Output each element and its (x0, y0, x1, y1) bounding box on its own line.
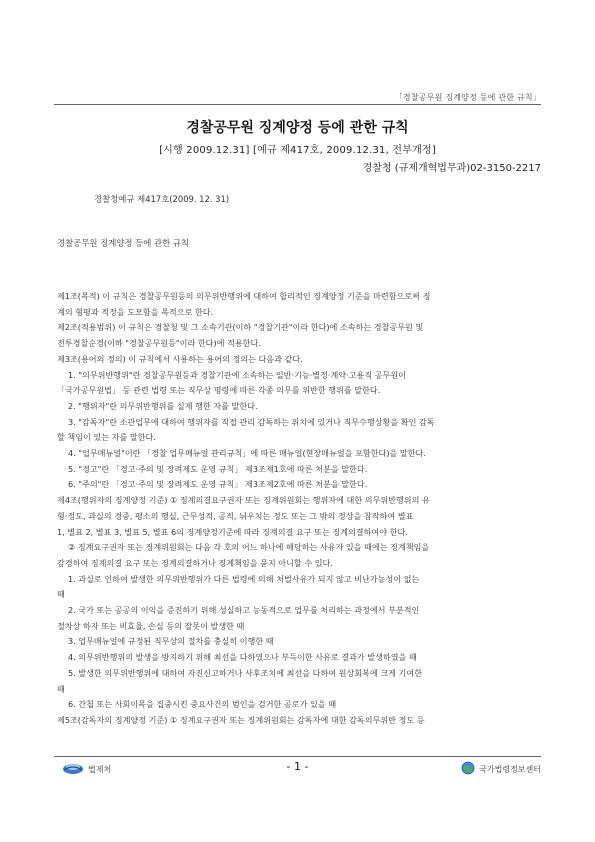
body-line: 제4조(행위자의 징계양정 기준) ① 징계의결요구권자 또는 징계위원회는 행위자에 대한 의무위반행위의 유 (57, 495, 430, 506)
body-line: 4. "업무매뉴얼"이란 「경찰 업무매뉴얼 관리규칙」에 따른 매뉴얼(현장매뉴얼을 포함한다)을 말한다. (68, 448, 426, 459)
footer-left-label: 법제처 (88, 765, 112, 774)
page-number: - 1 - (286, 760, 309, 773)
body-line: ② 징계요구권자 또는 징계위원회는 다음 각 호의 어느 하나에 해당하는 사유가 있을 때에는 징계책임을 (68, 542, 430, 553)
running-header: 「경찰공무원 징계양정 등에 관한 규칙」 (394, 93, 541, 102)
document-number: 경찰청예규 제417호(2009. 12. 31) (94, 194, 230, 204)
body-line: 1. "의무위반행위"란 경찰공무원등과 경찰기관에 소속하는 일반·기능·별정·계약·고용직 공무원이 (68, 369, 407, 380)
page-footer (54, 759, 541, 777)
globe-logo-icon (461, 760, 475, 779)
body-line: 5. 발생한 의무위반행위에 대하여 자진신고하거나 사후조치에 최선을 다하여 원상회복에 크게 기여한 (68, 667, 423, 678)
header-divider (54, 104, 541, 105)
body-line: 3. 업무매뉴얼에 규정된 직무상의 절차를 충실히 이행한 때 (68, 636, 274, 647)
body-line: 전투경찰순경(이하 "경찰공무원등"이라 한다)에 적용한다. (57, 338, 261, 349)
body-line: 5. "경고"란 「경고·주의 및 장려제도 운영 규칙」 제3조제1호에 따른 처분을 말한다. (68, 463, 368, 474)
body-line: 제1조(목적) 이 규칙은 경찰공무원등의 의무위반행위에 대하여 합리적인 징계양정 기준을 마련함으로써 징 (57, 291, 431, 301)
document-title: 경찰공무원 징계양정 등에 관한 규칙 (186, 120, 409, 136)
body-line: 1, 별표 2, 별표 3, 별표 5, 별표 6의 징계양정기준에 따라 징계의결 요구 또는 징계의결하여야 한다. (57, 526, 408, 537)
body-line: 4. 의무위반행위의 발생을 방지하기 위해 최선을 다하였으나 부득이한 사유로 결과가 발생하였을 때 (68, 652, 417, 663)
body-line: 제5조(감독자의 징계양정 기준) ① 징계요구권자 또는 징계위원회는 감독자에 대한 감독의무위반 정도 등 (57, 714, 425, 725)
body-line: 제2조(적용범위) 이 규칙은 경찰청 및 그 소속기관(이하 "경찰기관"이라 한다)에 소속하는 경찰공무원 및 (57, 322, 424, 333)
agency-contact: 경찰청 (규제개혁법무과)02-3150-2217 (362, 163, 541, 174)
enactment-info: [시행 2009.12.31] [예규 제417호, 2009.12.31, 전부개정] (159, 145, 436, 156)
body-line: 형·정도, 과실의 경중, 평소의 행실, 근무성적, 공적, 뉘우치는 정도 또는 그 밖의 정상을 참작하여 별표 (57, 510, 414, 521)
body-line: 때 (57, 683, 65, 694)
body-line: 2. "행위자"란 의무위반행위를 실제 행한 자를 말한다. (68, 400, 258, 411)
footer-divider (54, 756, 541, 757)
body-line: 6. "주의"란 「경고·주의 및 장려제도 운영 규칙」 제3조제2호에 따른 처분을 말한다. (68, 479, 368, 490)
body-line: 1. 과실로 인하여 발생한 의무위반행위가 다른 법령에 의해 처벌사유가 되지 않고 비난가능성이 없는 (68, 573, 420, 584)
document-name: 경찰공무원 징계양정 등에 관한 규칙 (57, 238, 190, 248)
body-line: 6. 간첩 또는 사회이목을 집중시킨 중요사건의 범인을 검거한 공로가 있을 때 (68, 699, 337, 710)
body-line: 제3조(용어의 정의) 이 규칙에서 사용하는 용어의 정의는 다음과 같다. (57, 353, 303, 364)
footer-right-label: 국가법령정보센터 (479, 765, 541, 774)
body-line: 2. 국가 또는 공공의 이익을 증진하기 위해 성실하고 능동적으로 업무를 처리하는 과정에서 부분적인 (68, 605, 420, 616)
body-line: 할 책임이 있는 자를 말한다. (57, 432, 156, 443)
regulation-body (57, 289, 541, 729)
footer-source (461, 760, 541, 779)
body-line: 계의 형평과 적정을 도모함을 목적으로 한다. (57, 306, 214, 317)
body-line: 절차상 하자 또는 비효율, 손실 등의 잘못이 발생한 때 (57, 620, 245, 631)
body-line: 「국가공무원법」 등 관련 법령 또는 직무상 명령에 따른 각종 의무를 위반한 행위를 말한다. (57, 385, 381, 396)
body-line: 3. "감독자"란 소관업무에 대하여 행위자를 직접 관리 감독하는 위치에 있거나 직무수행상황을 확인 감독 (68, 416, 435, 427)
body-line: 때 (57, 589, 65, 600)
body-line: 감경하여 징계의결 요구 또는 징계의결하거나 징계책임을 묻지 아니할 수 있다. (57, 557, 333, 568)
